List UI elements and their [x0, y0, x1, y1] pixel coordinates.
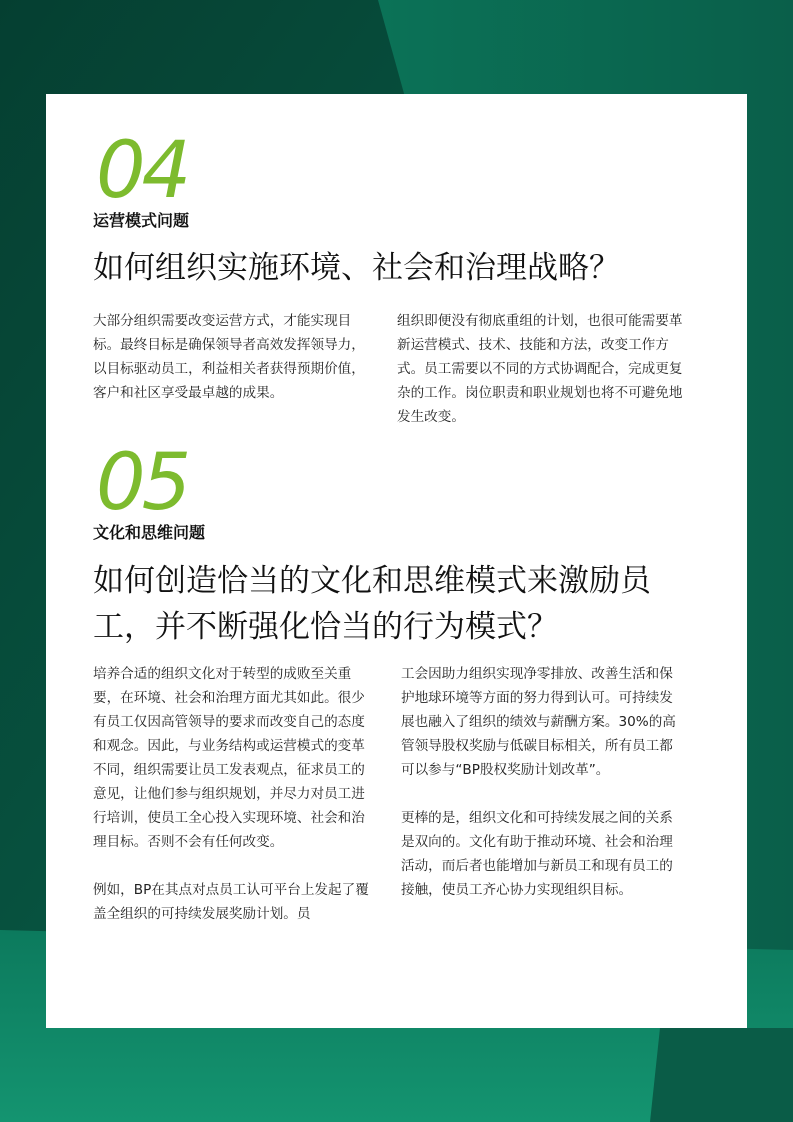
section-05-right-paragraph-1: 工会因助力组织实现净零排放、改善生活和保护地球环境等方面的努力得到认可。可持续发展也融入了组织的绩效与薪酬方案。30%的高管领导股权奖励与低碳目标相关，所有员工都可以参与“BP股权奖励计划改革”。 — [401, 666, 676, 778]
section-number-04: 04 — [96, 126, 188, 216]
content-card — [46, 94, 747, 1028]
section-kicker-05: 文化和思维问题 — [93, 523, 206, 542]
section-number-05: 05 — [96, 438, 188, 528]
section-05-right-column — [401, 662, 685, 902]
section-05-left-paragraph-1: 培养合适的组织文化对于转型的成败至关重要，在环境、社会和治理方面尤其如此。很少有员工仅因高管领导的要求而改变自己的态度和观念。因此，与业务结构或运营模式的变革不同，组织需要让员工发表观点，征求员工的意见，让他们参与组织规划，并尽力对员工进行培训，使员工全心投入实现环境、社会和治理目标。否则不会有任何改变。 — [93, 666, 365, 850]
section-heading-04: 如何组织实施环境、社会和治理战略？ — [93, 250, 620, 286]
section-05-right-paragraph-2: 更棒的是，组织文化和可持续发展之间的关系是双向的。文化有助于推动环境、社会和治理活动，而后者也能增加与新员工和现有员工的接触，使员工齐心协力实现组织目标。 — [401, 810, 673, 898]
section-kicker-04: 运营模式问题 — [93, 211, 190, 230]
section-04-left-column: 大部分组织需要改变运营方式，才能实现目标。最终目标是确保领导者高效发挥领导力，以目标驱动员工，利益相关者获得预期价值，客户和社区享受最卓越的成果。 — [93, 313, 365, 401]
section-05-left-paragraph-2: 例如，BP在其点对点员工认可平台上发起了覆盖全组织的可持续发展奖励计划。员 — [93, 882, 369, 922]
section-heading-05: 如何创造恰当的文化和思维模式来激励员工，并不断强化恰当的行为模式？ — [93, 563, 651, 645]
section-04-right-column: 组织即便没有彻底重组的计划，也很可能需要革新运营模式、技术、技能和方法，改变工作方式。员工需要以不同的方式协调配合，完成更复杂的工作。岗位职责和职业规划也将不可避免地发生改变。 — [397, 313, 683, 425]
section-05-left-column — [93, 662, 377, 926]
